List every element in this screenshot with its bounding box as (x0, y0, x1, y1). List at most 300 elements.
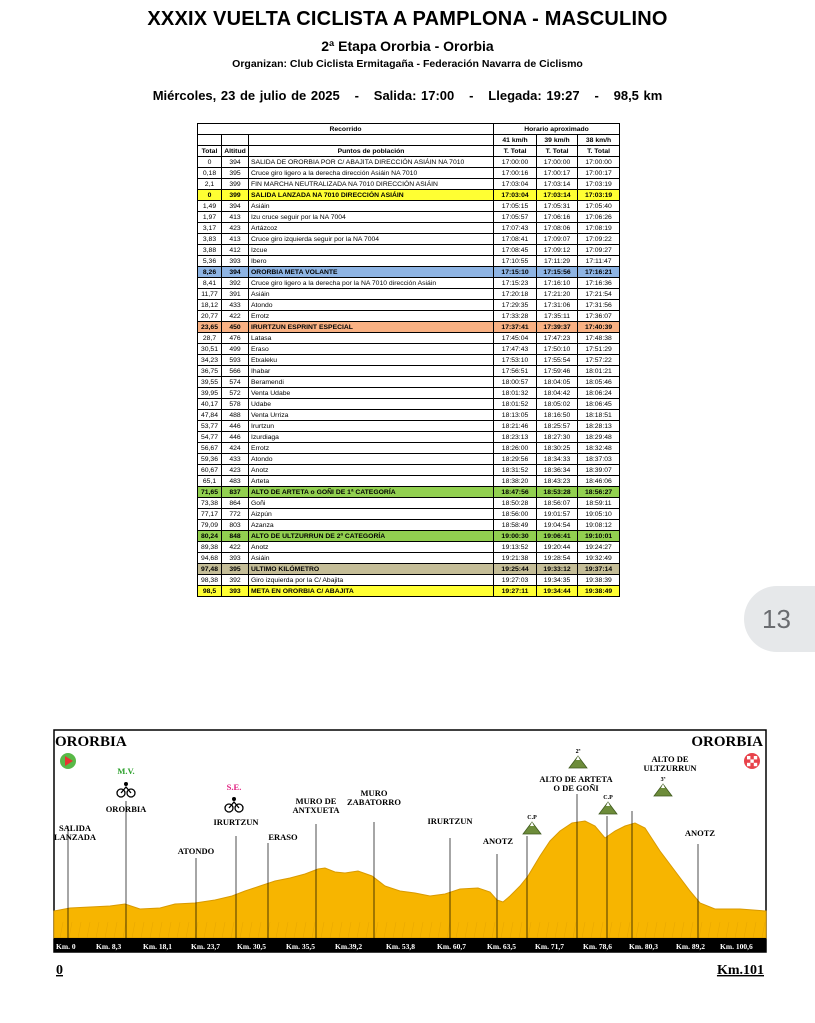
label-line: ANTXUETA (292, 805, 340, 815)
km-mark-label: Km. 0 (56, 942, 76, 951)
time-cell: 18:29:56 (494, 454, 537, 465)
table-row (198, 256, 620, 267)
time-cell: 19:32:49 (578, 553, 620, 564)
time-cell: 17:05:31 (537, 201, 578, 212)
time-cell: 17:05:40 (578, 201, 620, 212)
time-cell: 17:40:39 (578, 322, 620, 333)
km-cell: 1,49 (198, 201, 222, 212)
altitude-cell: 566 (222, 366, 249, 377)
time-cell: 18:25:57 (537, 421, 578, 432)
time-cell: 18:58:49 (494, 520, 537, 531)
km-cell: 0,18 (198, 168, 222, 179)
altitude-cell: 394 (222, 201, 249, 212)
separator: - (594, 88, 599, 103)
time-cell: 19:37:14 (578, 564, 620, 575)
end-name: ORORBIA (691, 734, 763, 750)
time-cell: 17:00:00 (537, 157, 578, 168)
table-row (198, 223, 620, 234)
table-row (198, 520, 620, 531)
table-row (198, 201, 620, 212)
climb-category-label: C.P (603, 795, 613, 801)
time-cell: 19:27:03 (494, 575, 537, 586)
time-cell: 18:18:51 (578, 410, 620, 421)
table-row (198, 300, 620, 311)
km-cell: 36,75 (198, 366, 222, 377)
altitude-cell: 393 (222, 553, 249, 564)
km-cell: 79,09 (198, 520, 222, 531)
altitude-cell: 488 (222, 410, 249, 421)
time-cell: 17:39:37 (537, 322, 578, 333)
table-row (198, 586, 620, 597)
table-row (198, 179, 620, 190)
stage-title: 2ª Etapa Ororbia - Ororbia (321, 38, 494, 54)
altitude-cell: 394 (222, 267, 249, 278)
place-cell: Giro izquierda por la C/ Abajita (249, 575, 494, 586)
time-cell: 18:27:30 (537, 432, 578, 443)
km-cell: 39,95 (198, 388, 222, 399)
time-cell: 17:10:55 (494, 256, 537, 267)
label-line: MURO (360, 788, 388, 798)
profile-place-label (213, 817, 259, 827)
altitude-cell: 422 (222, 542, 249, 553)
time-cell: 18:31:52 (494, 465, 537, 476)
place-cell: Asiáin (249, 201, 494, 212)
time-cell: 18:16:50 (537, 410, 578, 421)
time-cell: 17:29:35 (494, 300, 537, 311)
finish-flag-icon (747, 763, 750, 766)
label-line: ANOTZ (482, 836, 514, 846)
place-cell: Venta Urriza (249, 410, 494, 421)
time-cell: 17:21:54 (578, 289, 620, 300)
date: Miércoles, 23 de julio de 2025 (152, 88, 340, 103)
altitude-cell: 422 (222, 311, 249, 322)
table-row (198, 289, 620, 300)
time-cell: 17:47:23 (537, 333, 578, 344)
time-cell: 17:50:10 (537, 344, 578, 355)
km-cell: 39,55 (198, 377, 222, 388)
table-row (198, 465, 620, 476)
finish-flag-icon (754, 763, 757, 766)
time-cell: 18:47:56 (494, 487, 537, 498)
km-mark-label: Km. 23,7 (191, 942, 220, 951)
altitude-cell: 424 (222, 443, 249, 454)
km-cell: 8,26 (198, 267, 222, 278)
time-cell: 17:31:06 (537, 300, 578, 311)
time-cell: 17:06:26 (578, 212, 620, 223)
table-row (198, 388, 620, 399)
place-cell: Errotz (249, 311, 494, 322)
label-line: ORORBIA (105, 804, 147, 814)
time-cell: 17:36:07 (578, 311, 620, 322)
time-cell: 19:13:52 (494, 542, 537, 553)
km-mark-label: Km. 71,7 (535, 942, 564, 951)
bicycle-icon (232, 797, 236, 801)
time-cell: 18:01:32 (494, 388, 537, 399)
place-cell: Cruce giro ligero a la derecha dirección Asiáin NA 7010 (249, 168, 494, 179)
altitude-cell: 848 (222, 531, 249, 542)
table-row (198, 355, 620, 366)
label-line: ERASO (268, 832, 298, 842)
time-cell: 18:43:23 (537, 476, 578, 487)
time-cell: 19:33:12 (537, 564, 578, 575)
km-cell: 59,36 (198, 454, 222, 465)
place-cell: Atondo (249, 454, 494, 465)
time-cell: 17:59:46 (537, 366, 578, 377)
table-row (198, 245, 620, 256)
label-line: IRURTZUN (427, 816, 473, 826)
km-mark-label: Km. 8,3 (96, 942, 122, 951)
km-cell: 98,38 (198, 575, 222, 586)
table-row (198, 476, 620, 487)
km-cell: 18,12 (198, 300, 222, 311)
km-cell: 71,65 (198, 487, 222, 498)
arrival: Llegada: 19:27 (488, 88, 580, 103)
place-cell: Irurtzun (249, 421, 494, 432)
time-cell: 18:53:28 (537, 487, 578, 498)
place-cell: Errotz (249, 443, 494, 454)
km-mark-label: Km. 63,5 (487, 942, 516, 951)
time-cell: 17:08:19 (578, 223, 620, 234)
time-cell: 19:20:44 (537, 542, 578, 553)
km-cell: 11,77 (198, 289, 222, 300)
departure: Salida: 17:00 (373, 88, 455, 103)
km-cell: 23,65 (198, 322, 222, 333)
km-cell: 53,77 (198, 421, 222, 432)
organizers: Organizan: Club Ciclista Ermitagaña - Federación Navarra de Ciclismo (232, 58, 583, 70)
time-cell: 17:00:17 (537, 168, 578, 179)
col-time: T. Total (578, 146, 620, 157)
table-row (198, 212, 620, 223)
km-cell: 34,23 (198, 355, 222, 366)
time-cell: 19:01:57 (537, 509, 578, 520)
altitude-cell: 483 (222, 476, 249, 487)
place-cell: Ibero (249, 256, 494, 267)
schedule-table (197, 123, 620, 597)
time-cell: 17:16:36 (578, 278, 620, 289)
altitude-cell: 574 (222, 377, 249, 388)
horario-header: Horario aproximado (494, 124, 620, 135)
place-cell: Azanza (249, 520, 494, 531)
profile-place-label (685, 828, 716, 838)
time-cell: 17:20:18 (494, 289, 537, 300)
time-cell: 17:00:00 (578, 157, 620, 168)
speed-header: 41 km/h (494, 135, 537, 146)
time-cell: 17:56:51 (494, 366, 537, 377)
time-cell: 17:51:29 (578, 344, 620, 355)
table-row (198, 157, 620, 168)
time-cell: 19:27:11 (494, 586, 537, 597)
table-header-row (198, 146, 620, 157)
time-cell: 17:03:14 (537, 179, 578, 190)
time-cell: 17:03:04 (494, 190, 537, 201)
altitude-cell: 392 (222, 575, 249, 586)
label-line: ATONDO (177, 846, 215, 856)
time-cell: 17:11:47 (578, 256, 620, 267)
time-cell: 19:25:44 (494, 564, 537, 575)
finish-flag-icon (754, 756, 757, 759)
time-cell: 17:15:10 (494, 267, 537, 278)
place-cell: Beramendi (249, 377, 494, 388)
time-cell: 17:45:04 (494, 333, 537, 344)
altitude-cell: 476 (222, 333, 249, 344)
time-cell: 17:00:00 (494, 157, 537, 168)
table-row (198, 454, 620, 465)
time-cell: 19:24:27 (578, 542, 620, 553)
km-mark-label: Km. 53,8 (386, 942, 415, 951)
altitude-cell: 395 (222, 168, 249, 179)
altitude-cell: 413 (222, 234, 249, 245)
place-cell: SALIDA DE ORORBIA POR C/ ABAJITA DIRECCIÓN ASIÁIN NA 7010 (249, 157, 494, 168)
profile-place-label (227, 782, 242, 792)
time-cell: 17:37:41 (494, 322, 537, 333)
altitude-cell: 423 (222, 465, 249, 476)
altitude-cell: 412 (222, 245, 249, 256)
place-cell: Cruce giro izquierda seguir por la NA 7004 (249, 234, 494, 245)
altitude-cell: 392 (222, 278, 249, 289)
profile-place-label (178, 846, 215, 856)
time-cell: 17:15:56 (537, 267, 578, 278)
place-cell: Goñi (249, 498, 494, 509)
page-number-badge: 13 (744, 586, 815, 652)
table-row (198, 267, 620, 278)
label-line: SALIDA (58, 823, 92, 833)
km-cell: 97,48 (198, 564, 222, 575)
altitude-cell: 572 (222, 388, 249, 399)
time-cell: 18:04:05 (537, 377, 578, 388)
place-cell: Izurdiaga (249, 432, 494, 443)
table-row (198, 234, 620, 245)
altitude-cell: 450 (222, 322, 249, 333)
table-row (198, 333, 620, 344)
table-row (198, 190, 620, 201)
altitude-cell: 393 (222, 256, 249, 267)
km-cell: 30,51 (198, 344, 222, 355)
col-total: Total (198, 146, 222, 157)
time-cell: 17:07:43 (494, 223, 537, 234)
time-cell: 17:00:17 (578, 168, 620, 179)
start-name: ORORBIA (55, 734, 127, 750)
time-cell: 17:11:29 (537, 256, 578, 267)
label-line: ALTO DE (651, 754, 689, 764)
altitude-cell: 446 (222, 421, 249, 432)
table-row (198, 542, 620, 553)
profile-place-label (54, 823, 97, 842)
label-line: ALTO DE ARTETA (539, 774, 613, 784)
table-row (198, 432, 620, 443)
time-cell: 17:09:22 (578, 234, 620, 245)
km-cell: 54,77 (198, 432, 222, 443)
profile-place-label (427, 816, 473, 826)
climb-category-label: 2ª (575, 749, 581, 755)
km-cell: 20,77 (198, 311, 222, 322)
time-cell: 18:05:46 (578, 377, 620, 388)
profile-place-label (292, 796, 340, 815)
profile-place-label (117, 766, 134, 776)
label-line: O DE GOÑI (553, 783, 599, 793)
place-cell: ULTIMO KILÓMETRO (249, 564, 494, 575)
altitude-cell: 394 (222, 157, 249, 168)
km-cell: 8,41 (198, 278, 222, 289)
climb-category-label: C.P (527, 815, 537, 821)
place-cell: Eraso (249, 344, 494, 355)
time-cell: 19:00:30 (494, 531, 537, 542)
place-cell: FIN MARCHA NEUTRALIZADA NA 7010 DIRECCIÓN ASIÁIN (249, 179, 494, 190)
page-title: XXXIX VUELTA CICLISTA A PAMPLONA - MASCULINO (147, 8, 668, 30)
km-mark-label: Km. 35,5 (286, 942, 315, 951)
time-cell: 17:55:54 (537, 355, 578, 366)
table-row (198, 377, 620, 388)
time-cell: 18:36:34 (537, 465, 578, 476)
altitude-cell: 395 (222, 564, 249, 575)
km-mark-label: Km. 30,5 (237, 942, 266, 951)
table-row (198, 498, 620, 509)
time-cell: 18:21:46 (494, 421, 537, 432)
table-header-row (198, 124, 620, 135)
place-cell: Aizpún (249, 509, 494, 520)
km-cell: 56,67 (198, 443, 222, 454)
time-cell: 18:38:20 (494, 476, 537, 487)
km-cell: 60,67 (198, 465, 222, 476)
time-cell: 19:38:39 (578, 575, 620, 586)
time-cell: 18:50:28 (494, 498, 537, 509)
time-cell: 17:35:11 (537, 311, 578, 322)
table-row (198, 410, 620, 421)
table-row (198, 311, 620, 322)
time-cell: 17:57:22 (578, 355, 620, 366)
table-row (198, 344, 620, 355)
place-cell: Izu cruce seguir por la NA 7004 (249, 212, 494, 223)
place-cell: Asiáin (249, 289, 494, 300)
altitude-cell: 446 (222, 432, 249, 443)
km-cell: 5,36 (198, 256, 222, 267)
label-line: MURO DE (295, 796, 337, 806)
stage-profile-chart (0, 726, 815, 986)
time-cell: 18:30:25 (537, 443, 578, 454)
km-cell: 3,17 (198, 223, 222, 234)
stage-info (0, 88, 815, 103)
place-cell: Venta Udabe (249, 388, 494, 399)
altitude-cell: 578 (222, 399, 249, 410)
time-cell: 17:16:21 (578, 267, 620, 278)
table-row (198, 553, 620, 564)
km-cell: 73,38 (198, 498, 222, 509)
distance: 98,5 km (613, 88, 663, 103)
altitude-cell: 864 (222, 498, 249, 509)
time-cell: 17:03:19 (578, 179, 620, 190)
place-cell: IRURTZUN ESPRINT ESPECIAL (249, 322, 494, 333)
km-mark-label: Km. 80,3 (629, 942, 658, 951)
time-cell: 17:09:27 (578, 245, 620, 256)
altitude-cell: 499 (222, 344, 249, 355)
label-line: ANOTZ (684, 828, 716, 838)
km-mark-label: Km. 89,2 (676, 942, 705, 951)
km-cell: 3,88 (198, 245, 222, 256)
time-cell: 18:06:24 (578, 388, 620, 399)
time-cell: 19:05:10 (578, 509, 620, 520)
altitude-cell: 393 (222, 586, 249, 597)
altitude-cell: 433 (222, 454, 249, 465)
time-cell: 19:34:44 (537, 586, 578, 597)
recorrido-header: Recorrido (198, 124, 494, 135)
km-cell: 80,24 (198, 531, 222, 542)
time-cell: 17:31:56 (578, 300, 620, 311)
altitude-cell: 391 (222, 289, 249, 300)
table-row (198, 509, 620, 520)
place-cell: META EN ORORBIA C/ ABAJITA (249, 586, 494, 597)
time-cell: 18:59:11 (578, 498, 620, 509)
place-cell: Etxaleku (249, 355, 494, 366)
altitude-cell: 423 (222, 223, 249, 234)
time-cell: 17:33:28 (494, 311, 537, 322)
km-cell: 40,17 (198, 399, 222, 410)
time-cell: 18:56:00 (494, 509, 537, 520)
time-cell: 17:08:41 (494, 234, 537, 245)
time-cell: 18:01:52 (494, 399, 537, 410)
time-cell: 18:46:06 (578, 476, 620, 487)
col-puntos: Puntos de población (249, 146, 494, 157)
label-line: ZABATORRO (346, 797, 402, 807)
time-cell: 18:28:13 (578, 421, 620, 432)
table-row (198, 575, 620, 586)
km-cell: 94,68 (198, 553, 222, 564)
km-cell: 2,1 (198, 179, 222, 190)
time-cell: 17:09:07 (537, 234, 578, 245)
place-cell: Cruce giro ligero a la derecha por la NA 7010 dirección Asiáin (249, 278, 494, 289)
place-cell: Artázcoz (249, 223, 494, 234)
km-mark-label: Km. 100,6 (720, 942, 753, 951)
place-cell: Atondo (249, 300, 494, 311)
time-cell: 17:15:23 (494, 278, 537, 289)
altitude-cell: 399 (222, 190, 249, 201)
time-cell: 18:05:02 (537, 399, 578, 410)
time-cell: 17:05:57 (494, 212, 537, 223)
time-cell: 19:06:41 (537, 531, 578, 542)
time-cell: 17:16:10 (537, 278, 578, 289)
place-cell: Latasa (249, 333, 494, 344)
km-cell: 1,97 (198, 212, 222, 223)
bicycle-icon (124, 782, 128, 786)
time-cell: 18:37:03 (578, 454, 620, 465)
col-altitud: Altitud (222, 146, 249, 157)
km-cell: 0 (198, 190, 222, 201)
time-cell: 19:10:01 (578, 531, 620, 542)
km-mark-label: Km. 60,7 (437, 942, 466, 951)
table-row (198, 322, 620, 333)
time-cell: 18:39:07 (578, 465, 620, 476)
time-cell: 17:21:20 (537, 289, 578, 300)
axis-end-label: Km.101 (716, 963, 764, 978)
time-cell: 18:23:13 (494, 432, 537, 443)
altitude-cell: 399 (222, 179, 249, 190)
place-cell: Anotz (249, 465, 494, 476)
time-cell: 17:03:19 (578, 190, 620, 201)
km-mark-label: Km.39,2 (335, 942, 363, 951)
label-line: S.E. (226, 782, 242, 792)
profile-place-label (106, 804, 147, 814)
km-cell: 77,17 (198, 509, 222, 520)
km-cell: 47,84 (198, 410, 222, 421)
speed-header: 39 km/h (537, 135, 578, 146)
place-cell: ORORBIA META VOLANTE (249, 267, 494, 278)
separator: - (469, 88, 474, 103)
table-row (198, 531, 620, 542)
altitude-cell: 803 (222, 520, 249, 531)
time-cell: 18:00:57 (494, 377, 537, 388)
altitude-cell: 413 (222, 212, 249, 223)
time-cell: 18:29:48 (578, 432, 620, 443)
place-cell: SALIDA LANZADA NA 7010 DIRECCIÓN ASIÁIN (249, 190, 494, 201)
time-cell: 18:32:48 (578, 443, 620, 454)
